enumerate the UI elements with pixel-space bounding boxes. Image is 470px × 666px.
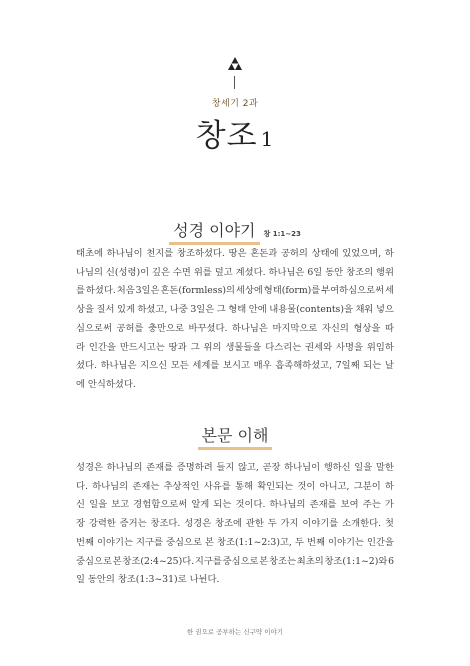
paragraph-understanding: [76, 459, 394, 590]
paragraph-line: 신 일을 보고 경험함으로써 알게 되는 것이다. 하나님의 존재를 보여 주는 가: [76, 499, 394, 511]
paragraph-line: 셨다. 하나님은 지으신 모든 세계를 보시고 매우 흡족해하셨고, 7일째 되는 날: [76, 360, 394, 372]
section-title: 본문 이해: [198, 426, 273, 450]
section-heading-bible-story: [0, 218, 470, 241]
paragraph-line: 일 동안의 창조(1:3~31)로 나뉜다.: [76, 574, 220, 586]
paragraph-line: 중심으로 본 창조(2:4~25)다. 지구를 중심으로 본 창조는 최초의 창조(1:1~2)와 6: [76, 555, 394, 567]
paragraph-line: 라 인간을 만드시고는 땅과 그 위의 생물들을 다스리는 권세와 사명을 위임하: [76, 341, 394, 353]
paragraph-line: 를 하셨다. 처음 3일은 혼돈(formless)의 세상에 형태(form)를 부여하심으로써 세: [76, 285, 394, 297]
paragraph-line: 상을 질서 있게 하셨고, 나중 3일은 그 형태 안에 내용물(contents)을 채워 넣으: [76, 304, 394, 316]
paragraph-line: 나님의 신(성령)이 깊은 수면 위를 덮고 계셨다. 하나님은 6일 동안 창조의 행위: [76, 266, 394, 278]
paragraph-line: 성경은 하나님의 존재를 증명하려 들지 않고, 곧장 하나님이 행하신 일을 말한: [76, 462, 394, 473]
paragraph-line: 심으로써 공허를 충만으로 바꾸셨다. 하나님은 마지막으로 자신의 형상을 따: [76, 322, 394, 334]
running-footer: 한 권으로 공부하는 신구약 이야기: [186, 628, 284, 636]
triangle-triforce-icon: [227, 56, 243, 72]
paragraph-line: 번째 이야기는 지구를 중심으로 본 창조(1:1~2:3)고, 두 번째 이야기는 인간을: [76, 536, 394, 548]
page-title: [0, 110, 470, 155]
scripture-reference: 창 1:1~23: [263, 230, 301, 238]
paragraph-line: 태초에 하나님이 천지를 창조하셨다. 땅은 혼돈과 공허의 상태에 있었으며, 하: [76, 248, 394, 259]
paragraph-bible-story: [76, 245, 394, 395]
lesson-label: 창세기 2과: [211, 99, 259, 109]
paragraph-line: 에 안식하셨다.: [76, 378, 136, 390]
paragraph-line: 장 강력한 증거는 창조다. 성경은 창조에 관한 두 가지 이야기를 소개한다. 첫: [76, 518, 394, 530]
ornament-rule: [234, 76, 235, 89]
section-heading-understanding: [0, 423, 470, 446]
title-text: 창조: [195, 118, 258, 154]
title-number: 1: [260, 127, 275, 151]
paragraph-line: 다. 하나님의 존재는 추상적인 사유를 통해 확인되는 것이 아니고, 그분이 하: [76, 480, 394, 492]
section-title: 성경 이야기: [169, 221, 259, 245]
